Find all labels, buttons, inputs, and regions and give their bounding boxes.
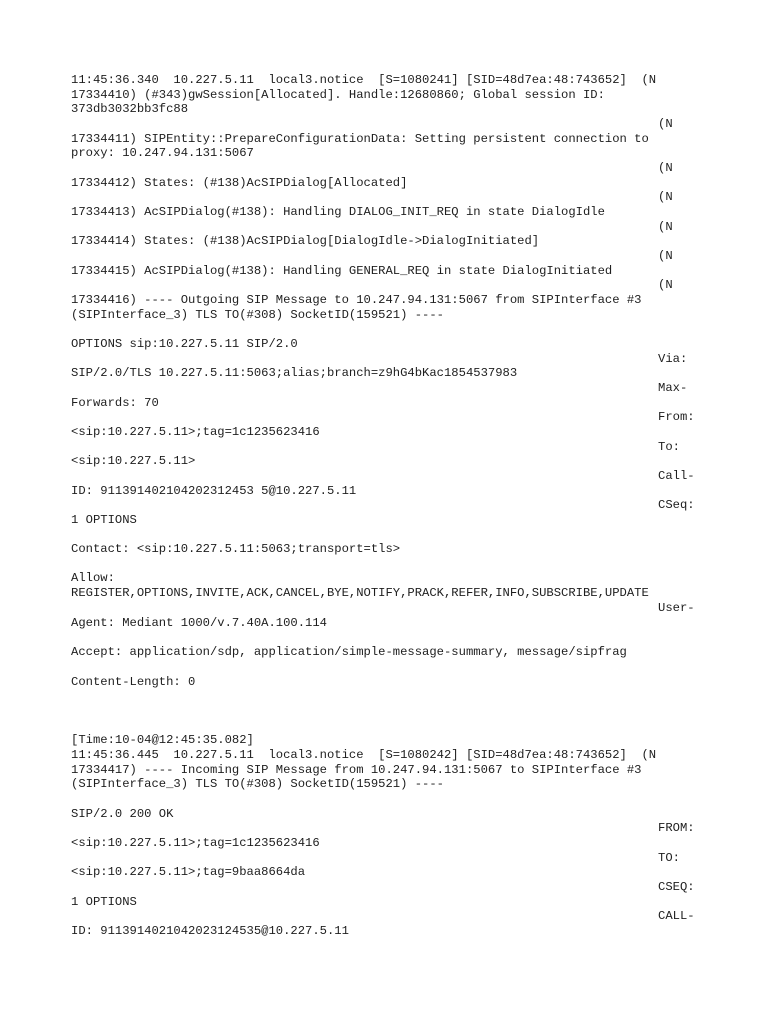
- log-line: Call-: [658, 469, 695, 483]
- log-line: [Time:10-04@12:45:35.082]: [71, 733, 254, 747]
- log-line: FROM:: [658, 821, 695, 835]
- log-line: 17334410) (#343)gwSession[Allocated]. Handle:12680860; Global session ID:: [71, 88, 605, 102]
- log-line: 17334412) States: (#138)AcSIPDialog[Allocated]: [71, 176, 408, 190]
- log-line: Agent: Mediant 1000/v.7.40A.100.114: [71, 616, 327, 630]
- log-line: 1 OPTIONS: [71, 895, 137, 909]
- log-line: SIP/2.0/TLS 10.227.5.11:5063;alias;branch=z9hG4bKac1854537983: [71, 366, 518, 380]
- log-line: 11:45:36.340 10.227.5.11 local3.notice [S=1080241] [SID=48d7ea:48:743652] (N: [71, 73, 657, 87]
- log-line: SIP/2.0 200 OK: [71, 807, 174, 821]
- log-line: (N: [658, 220, 673, 234]
- log-line: proxy: 10.247.94.131:5067: [71, 146, 254, 160]
- log-line: OPTIONS sip:10.227.5.11 SIP/2.0: [71, 337, 298, 351]
- log-line: (N: [658, 117, 673, 131]
- log-line: ID: 911391402104202312453 5@10.227.5.11: [71, 484, 357, 498]
- log-line: (N: [658, 249, 673, 263]
- log-line: (SIPInterface_3) TLS TO(#308) SocketID(159521) ----: [71, 308, 444, 322]
- log-line: 17334415) AcSIPDialog(#138): Handling GENERAL_REQ in state DialogInitiated: [71, 264, 613, 278]
- log-line: <sip:10.227.5.11>: [71, 454, 196, 468]
- log-line: <sip:10.227.5.11>;tag=1c1235623416: [71, 425, 320, 439]
- log-line: Contact: <sip:10.227.5.11:5063;transport=tls>: [71, 542, 401, 556]
- log-line: 11:45:36.445 10.227.5.11 local3.notice [S=1080242] [SID=48d7ea:48:743652] (N: [71, 748, 657, 762]
- log-line: 17334413) AcSIPDialog(#138): Handling DIALOG_INIT_REQ in state DialogIdle: [71, 205, 605, 219]
- log-line: CSEQ:: [658, 880, 695, 894]
- log-line: 1 OPTIONS: [71, 513, 137, 527]
- log-line: CALL-: [658, 909, 695, 923]
- log-line: 17334417) ---- Incoming SIP Message from 10.247.94.131:5067 to SIPInterface #3: [71, 763, 642, 777]
- log-line: To:: [658, 440, 680, 454]
- log-line: (N: [658, 161, 673, 175]
- log-line: 373db3032bb3fc88: [71, 102, 189, 116]
- log-line: 17334411) SIPEntity::PrepareConfigurationData: Setting persistent connection to: [71, 132, 649, 146]
- log-line: From:: [658, 410, 695, 424]
- log-line: 17334416) ---- Outgoing SIP Message to 10.247.94.131:5067 from SIPInterface #3: [71, 293, 642, 307]
- log-line: (N: [658, 278, 673, 292]
- log-line: Forwards: 70: [71, 396, 159, 410]
- log-line: <sip:10.227.5.11>;tag=1c1235623416: [71, 836, 320, 850]
- log-line: (N: [658, 190, 673, 204]
- log-line: User-: [658, 601, 695, 615]
- log-line: TO:: [658, 851, 680, 865]
- log-line: ID: 9113914021042023124535@10.227.5.11: [71, 924, 349, 938]
- log-line: CSeq:: [658, 498, 695, 512]
- log-line: (SIPInterface_3) TLS TO(#308) SocketID(159521) ----: [71, 777, 444, 791]
- log-line: Content-Length: 0: [71, 675, 196, 689]
- log-line: Accept: application/sdp, application/simple-message-summary, message/sipfrag: [71, 645, 627, 659]
- log-line: REGISTER,OPTIONS,INVITE,ACK,CANCEL,BYE,NOTIFY,PRACK,REFER,INFO,SUBSCRIBE,UPDATE: [71, 586, 649, 600]
- log-line: Max-: [658, 381, 688, 395]
- log-line: Allow:: [71, 571, 115, 585]
- log-line: <sip:10.227.5.11>;tag=9baa8664da: [71, 865, 306, 879]
- log-line: Via:: [658, 352, 688, 366]
- log-line: 17334414) States: (#138)AcSIPDialog[DialogIdle->DialogInitiated]: [71, 234, 540, 248]
